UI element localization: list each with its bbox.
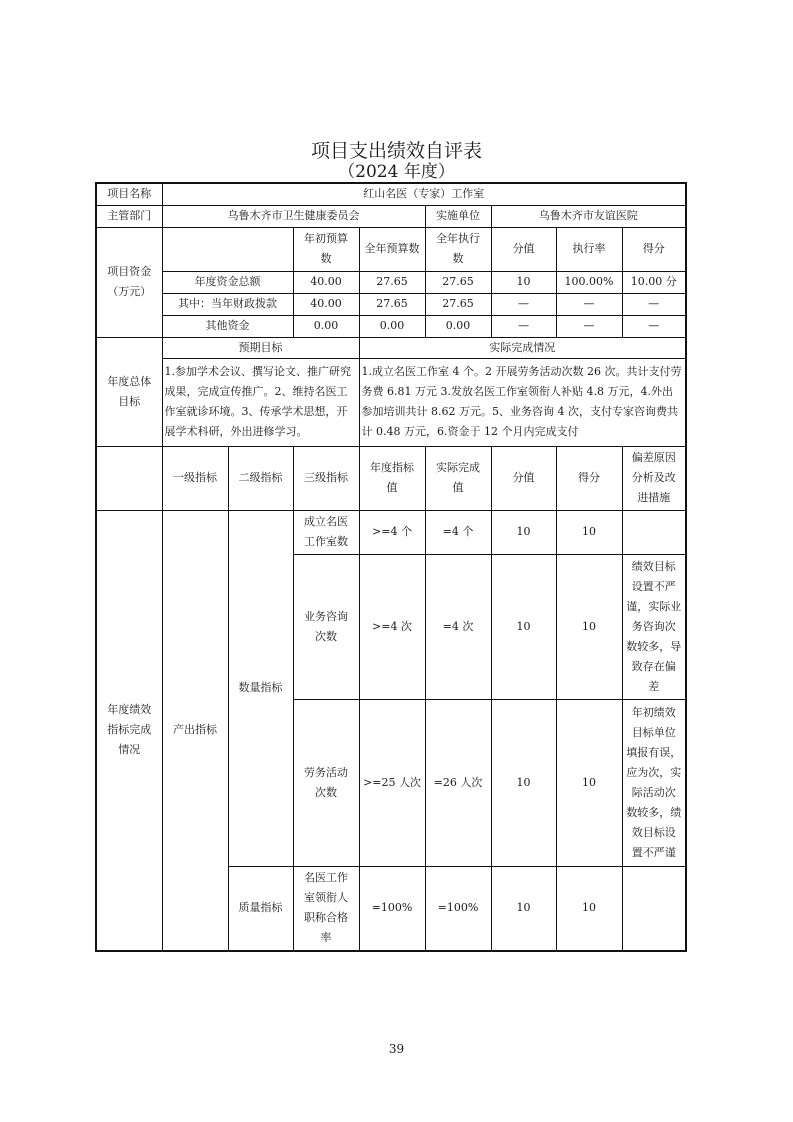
indicator-row: 业务咨询 次数 >=4 次 =4 次 10 10 绩效目标 设置不严 谨，实际业 务咨询次 数较多，导 致存在偏 差 [96,554,686,699]
funds-header-blank [162,227,293,271]
funds-header-weight: 分值 [491,227,556,271]
project-name-value: 红山名医（专家）工作室 [162,183,686,205]
indicator-reason: 年初绩效 目标单位 填报有误， 应为次，实 际活动次 数较多，绩 效目标设 置不严谨 [622,699,686,866]
page-title: 项目支出绩效自评表 [310,140,482,162]
funds-row: 其中：当年财政拨款 40.00 27.65 27.65 — — — [96,293,686,315]
funds-header-exec-rate: 执行率 [556,227,622,271]
indicator-row: 质量指标 名医工作 室领衔人 职称合格 率 =100% =100% 10 10 [96,866,686,951]
dept-value: 乌鲁木齐市卫生健康委员会 [162,205,425,227]
funds-header-year-budget: 全年预算数 [359,227,425,271]
indicator-row: 年度绩效 指标完成 情况 产出指标 数量指标 成立名医 工作室数 >=4 个 =4 个 10 10 [96,510,686,554]
page-number: 39 [388,1042,405,1056]
indicator-level2-quantity: 数量指标 [228,510,293,866]
impl-value: 乌鲁木齐市友谊医院 [491,205,686,227]
indicator-reason [622,510,686,554]
indicator-header-reason: 偏差原因 分析及改 进措施 [622,446,686,510]
indicator-header-weight: 分值 [491,446,556,510]
indicator-level2-quality: 质量指标 [228,866,293,951]
impl-label: 实施单位 [425,205,491,227]
goals-actual-text: 1.成立名医工作室 4 个。2 开展劳务活动次数 26 次。共计支付劳务费 6.81 万元 3.发放名医工作室领衔人补贴 4.8 万元，4.外出参加培训共计 8.62 万元。5、业务咨询 4 次，支付专家咨询费共计 0.48 万元，6.资金于 12 个月内完成支付 [359,358,686,446]
performance-table [95,182,687,952]
project-name-label: 项目名称 [96,183,162,205]
goals-actual-header: 实际完成情况 [359,337,686,358]
indicator-header-level3: 三级指标 [293,446,359,510]
indicator-reason [622,866,686,951]
funds-row: 年度资金总额 40.00 27.65 27.65 10 100.00% 10.00 分 [96,271,686,293]
indicator-header-actual: 实际完成 值 [425,446,491,510]
page-subtitle: （2024 年度） [338,162,455,182]
indicator-reason: 绩效目标 设置不严 谨，实际业 务咨询次 数较多，导 致存在偏 差 [622,554,686,699]
funds-header-year-exec: 全年执行 数 [425,227,491,271]
indicator-row: 劳务活动 次数 >=25 人次 =26 人次 10 10 年初绩效 目标单位 填报有误， 应为次，实 际活动次 数较多，绩 效目标设 置不严谨 [96,699,686,866]
dept-label: 主管部门 [96,205,162,227]
indicator-section-label: 年度绩效 指标完成 情况 [96,510,162,951]
goals-expected-header: 预期目标 [162,337,359,358]
funds-row: 其他资金 0.00 0.00 0.00 — — — [96,315,686,337]
goals-expected-text: 1.参加学术会议、撰写论文、推广研究成果，完成宣传推广。2、维持名医工作室就诊环境。3、传承学术思想，开展学术科研，外出进修学习。 [162,358,359,446]
goals-label: 年度总体 目标 [96,337,162,446]
indicator-header-blank [96,446,162,510]
funds-label: 项目资金 （万元） [96,227,162,337]
funds-header-init-budget: 年初预算 数 [293,227,359,271]
indicator-header-target: 年度指标 值 [359,446,425,510]
indicator-header-level2: 二级指标 [228,446,293,510]
indicator-header-level1: 一级指标 [162,446,228,510]
funds-header-score: 得分 [622,227,686,271]
indicator-header-score: 得分 [556,446,622,510]
indicator-level1-output: 产出指标 [162,510,228,951]
